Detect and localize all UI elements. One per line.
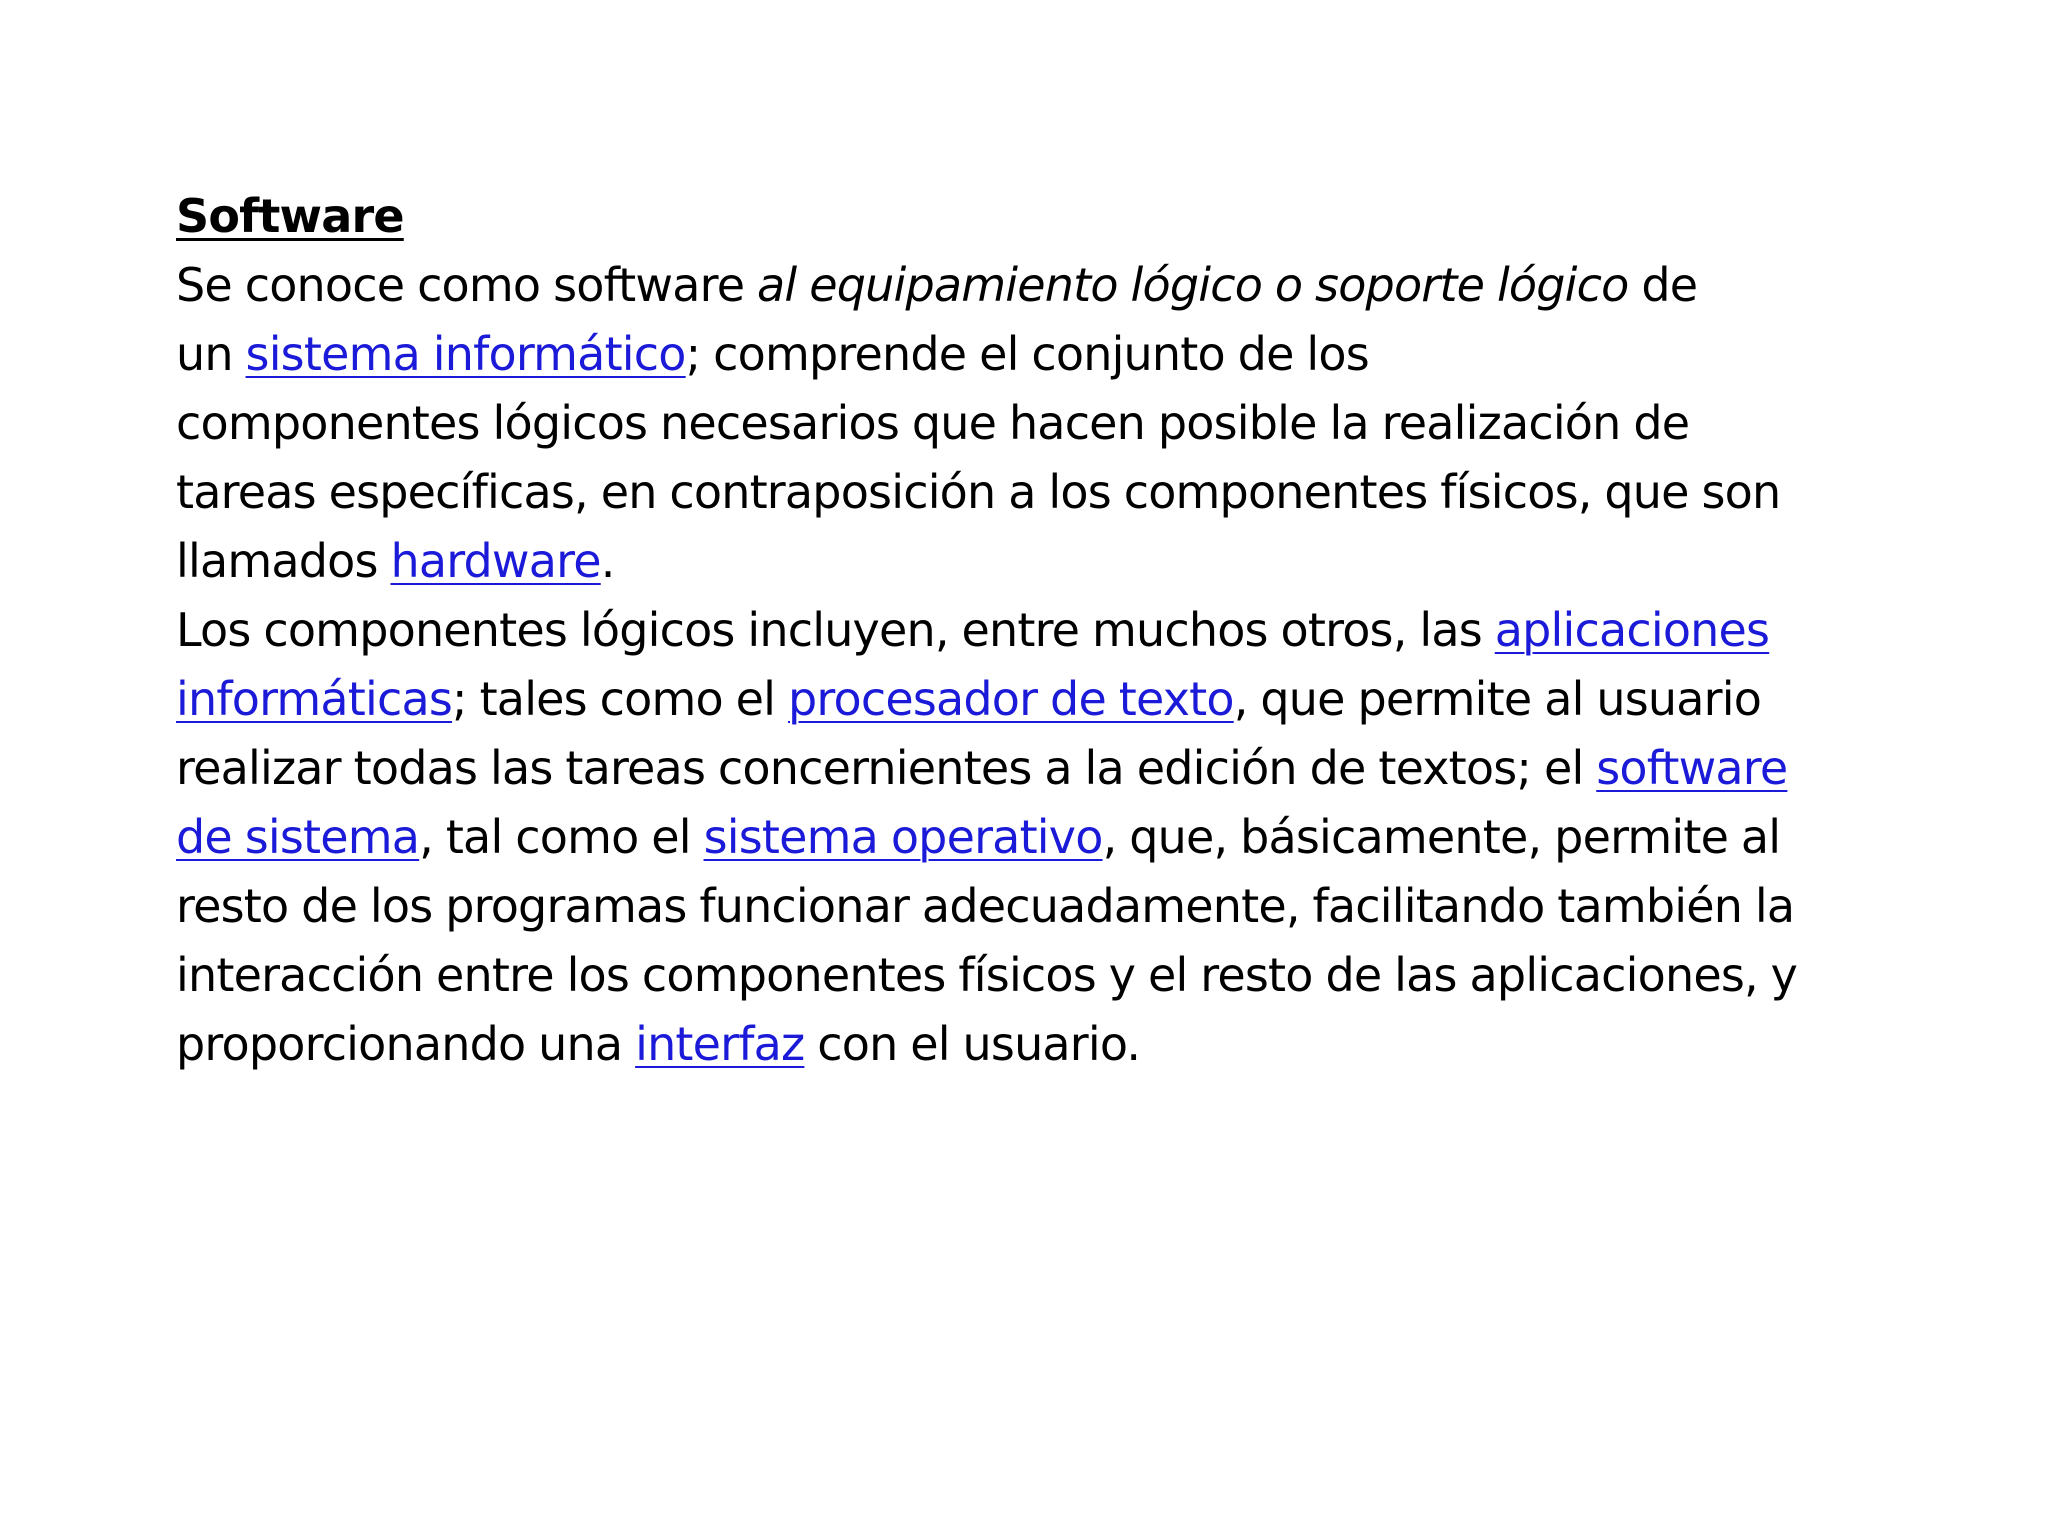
text-line-11: interacción entre los componentes físicos y el resto de las aplicaciones, y <box>176 948 1798 1002</box>
text-line-3: componentes lógicos necesarios que hacen posible la realización de <box>176 396 1690 450</box>
text-line-1 <box>176 251 1896 320</box>
text-span: con el usuario. <box>804 1017 1141 1071</box>
italic-definition: al equipamiento lógico o soporte lógico <box>757 258 1629 312</box>
text-span: . <box>600 534 615 588</box>
link-procesador-de-texto[interactable]: procesador de texto <box>787 672 1234 726</box>
text-line-6 <box>176 596 1896 665</box>
text-span: realizar todas las tareas concernientes a la edición de textos; el <box>176 741 1597 795</box>
text-span: , tal como el <box>419 810 704 864</box>
text-line-10: resto de los programas funcionar adecuadamente, facilitando también la <box>176 879 1795 933</box>
text-span: ; tales como el <box>452 672 788 726</box>
text-span: ; comprende el conjunto de los <box>685 327 1369 381</box>
title-line <box>176 182 1896 251</box>
slide-title: Software <box>176 189 404 243</box>
text-line-4: tareas específicas, en contraposición a los componentes físicos, que son <box>176 465 1781 519</box>
link-sistema-operativo[interactable]: sistema operativo <box>703 810 1103 864</box>
text-span: llamados <box>176 534 391 588</box>
link-aplicaciones-informaticas[interactable]: aplicaciones <box>1494 603 1770 657</box>
text-span: proporcionando una <box>176 1017 636 1071</box>
text-span: Se conoce como software <box>176 258 758 312</box>
link-interfaz[interactable]: interfaz <box>635 1017 805 1071</box>
link-hardware[interactable]: hardware <box>390 534 601 588</box>
text-line-5 <box>176 527 1896 596</box>
link-sistema-informatico[interactable]: sistema informático <box>245 327 686 381</box>
text-line-12 <box>176 1010 1896 1079</box>
text-span: un <box>176 327 246 381</box>
text-span: , que, básicamente, permite al <box>1102 810 1781 864</box>
text-line-8 <box>176 734 1896 803</box>
text-line-7 <box>176 665 1896 734</box>
text-span: Los componentes lógicos incluyen, entre muchos otros, las <box>176 603 1495 657</box>
slide-content <box>176 182 1896 1079</box>
text-span: , que permite al usuario <box>1233 672 1762 726</box>
link-software-de-sistema[interactable]: software <box>1596 741 1788 795</box>
text-line-9 <box>176 803 1896 872</box>
link-aplicaciones-informaticas[interactable]: informáticas <box>176 672 453 726</box>
text-span: de <box>1628 258 1698 312</box>
text-line-2 <box>176 320 1896 389</box>
link-software-de-sistema[interactable]: de sistema <box>176 810 420 864</box>
